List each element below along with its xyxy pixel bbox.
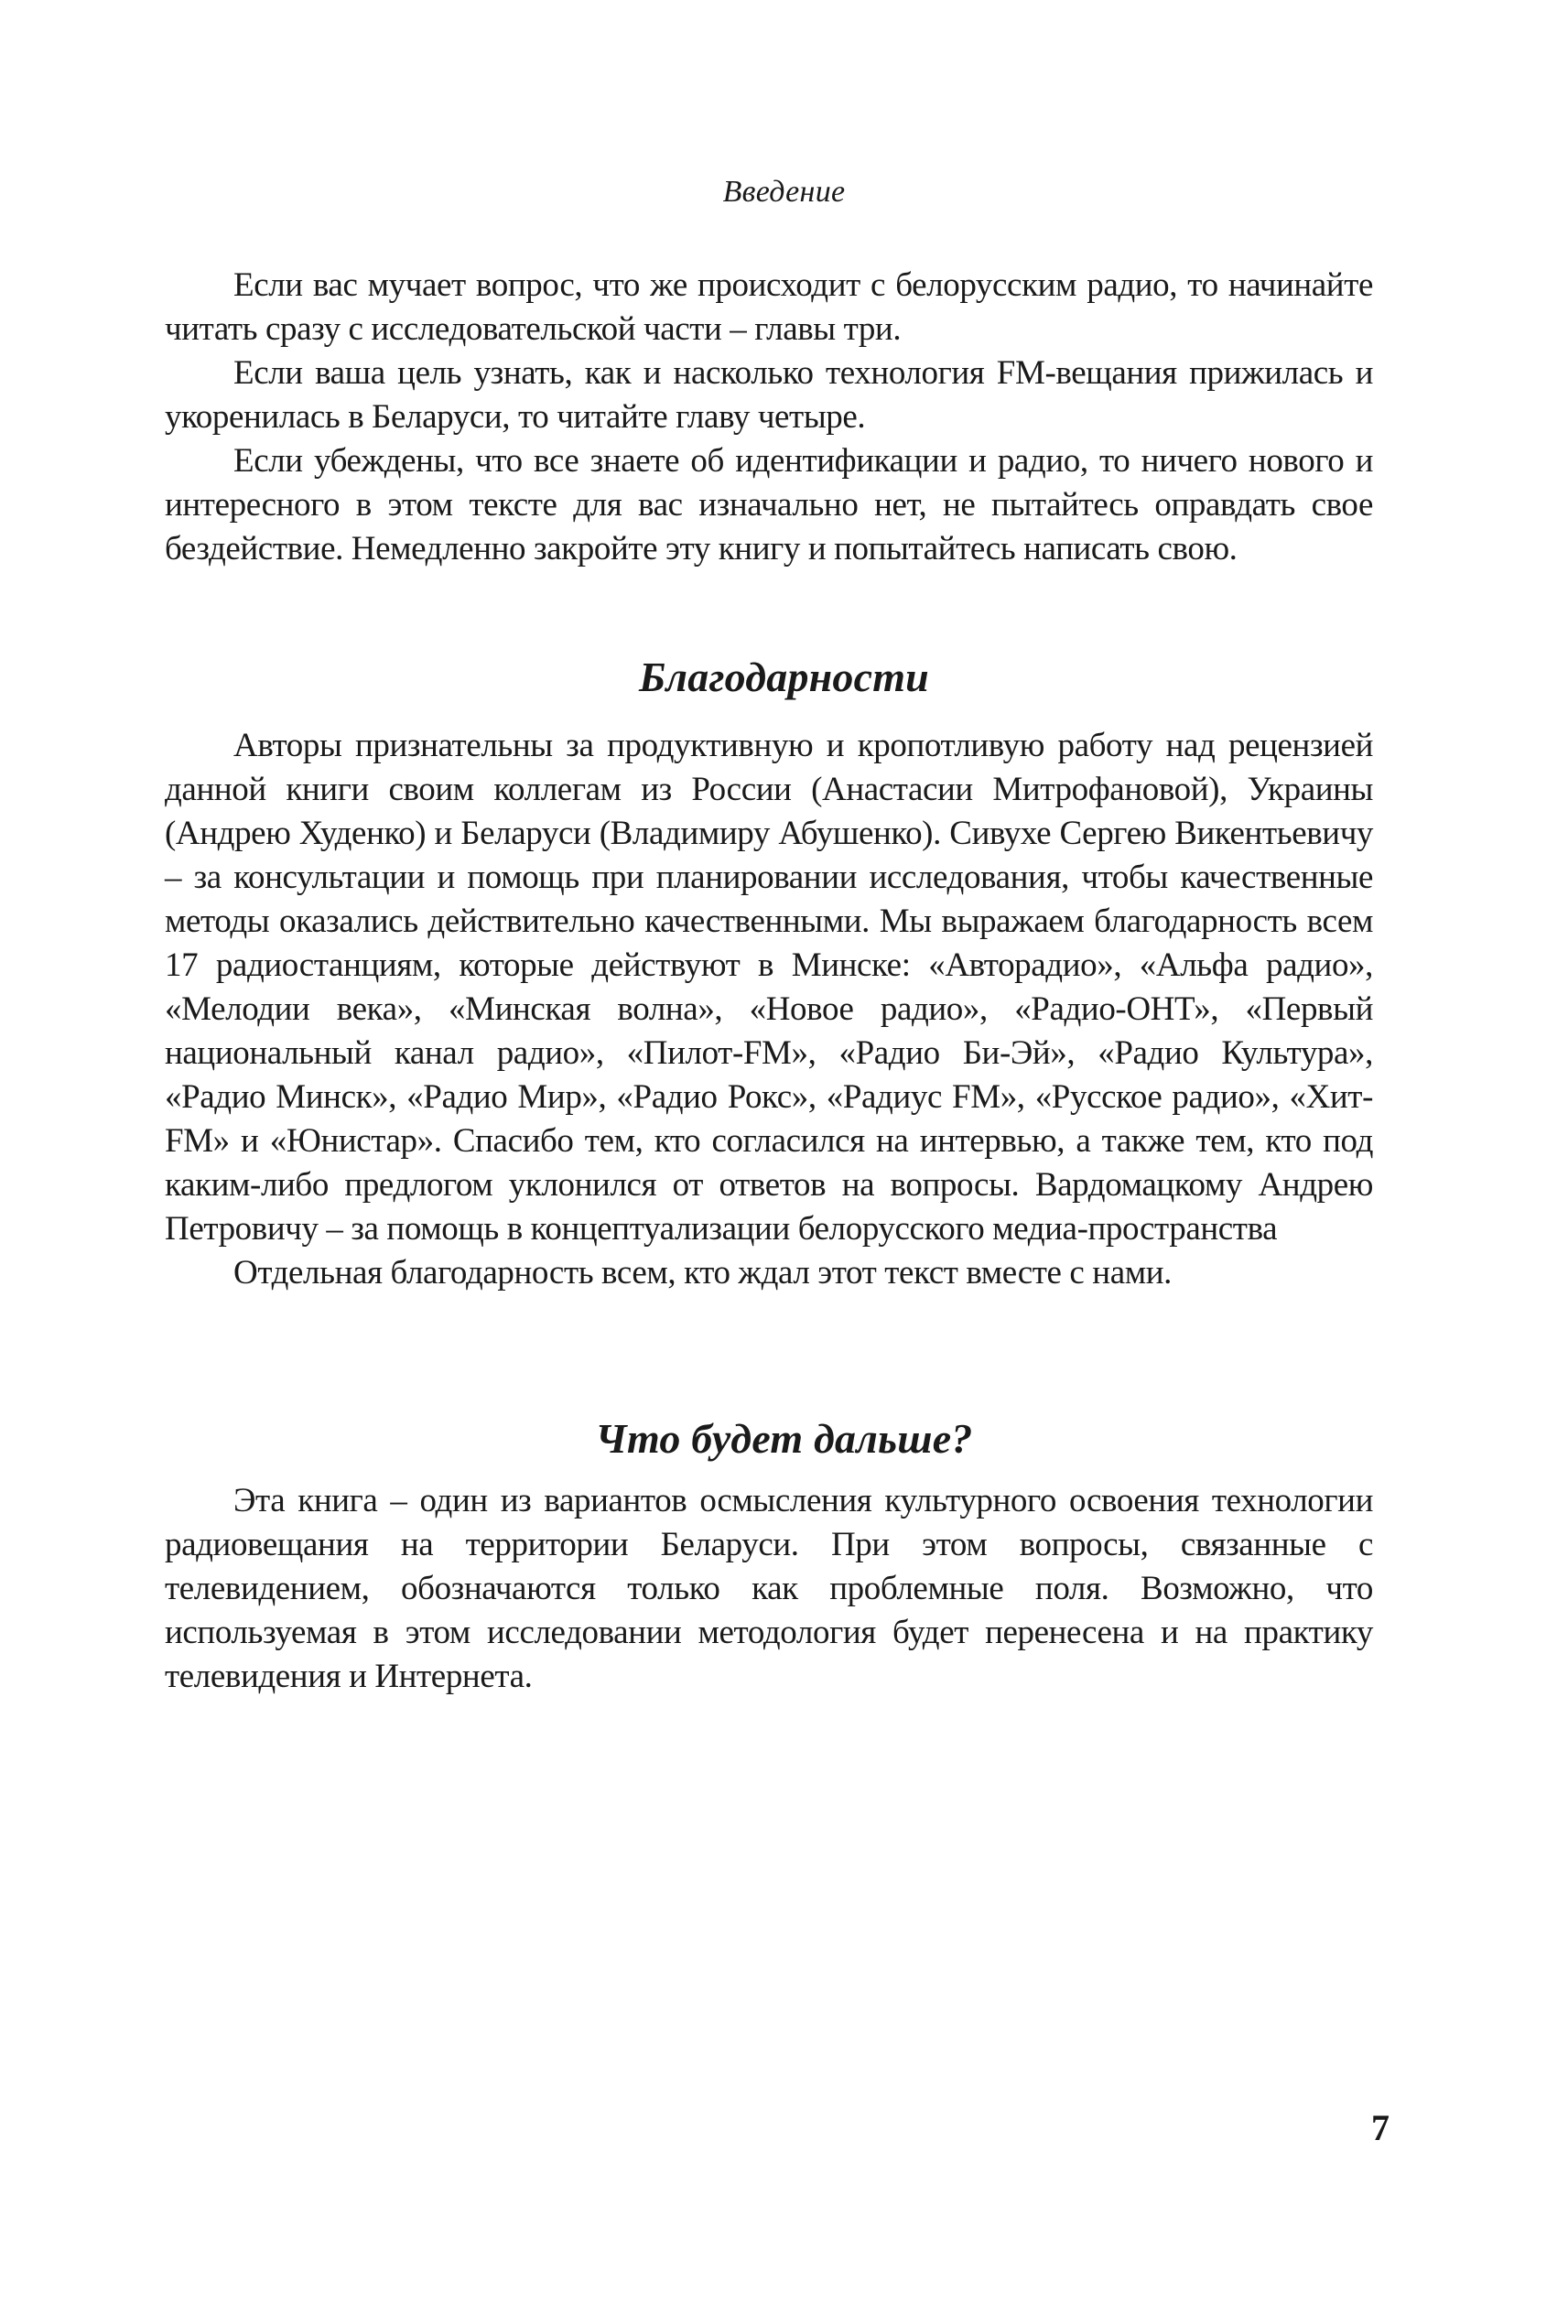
whats-next-section [165,1479,1373,1699]
paragraph: Если вас мучает вопрос, что же происходит с белорусским радио, то начинайте читать сразу с исследовательской части – главы три. [165,266,1373,348]
intro-section [165,264,1373,571]
whats-next-heading: Что будет дальше? [595,1415,973,1462]
acknowledgements-heading: Благодарности [639,654,929,700]
paragraph: Авторы признательны за продуктивную и кропотливую работу над рецензией данной книги своим коллегам из России (Анастасии Митрофановой), Украины (Андрею Худенко) и Беларуси (Владимиру Абушенко). Сивухе Сергею Викентьевичу – за консультации и помощь при планировании исследования, чтобы качественные методы оказались действительно качественными. Мы выражаем благодарность всем 17 радиостанциям, которые действуют в Минске: «Авторадио», «Альфа радио», «Мелодии века», «Минская волна», «Новое радио», «Радио-ОНТ», «Первый национальный канал радио», «Пилот-FM», «Радио Би-Эй», «Радио Культура», «Радио Минск», «Радио Мир», «Радио Рокс», «Радиус FM», «Русское радио», «Хит-FM» и «Юнистар». Спасибо тем, кто согласился на интервью, а также тем, кто под каким-либо предлогом уклонился от ответов на вопросы. Вардомацкому Андрею Петровичу – за помощь в концептуализации белорусского медиа-пространства [165,727,1373,1248]
running-head: Введение [722,175,846,209]
page-number: 7 [1371,2107,1390,2148]
paragraph: Если убеждены, что все знаете об идентификации и радио, то ничего нового и интересного в этом тексте для вас изначально нет, не пытайтесь оправдать свое бездействие. Немедленно закройте эту книгу и попытайтесь написать свою. [165,442,1373,567]
paragraph: Если ваша цель узнать, как и насколько технология FM-вещания прижилась и укоренилась в Беларуси, то читайте главу четыре. [165,354,1373,436]
paragraph: Эта книга – один из вариантов осмысления культурного освоения технологии радиовещания на территории Беларуси. При этом вопросы, связанные с телевидением, обозначаются только как проблемные поля. Возможно, что используемая в этом исследовании методология будет перенесена и на практику телевидения и Интернета. [165,1482,1373,1695]
paragraph: Отдельная благодарность всем, кто ждал этот текст вместе с нами. [233,1254,1172,1292]
acknowledgements-section [165,724,1373,1295]
